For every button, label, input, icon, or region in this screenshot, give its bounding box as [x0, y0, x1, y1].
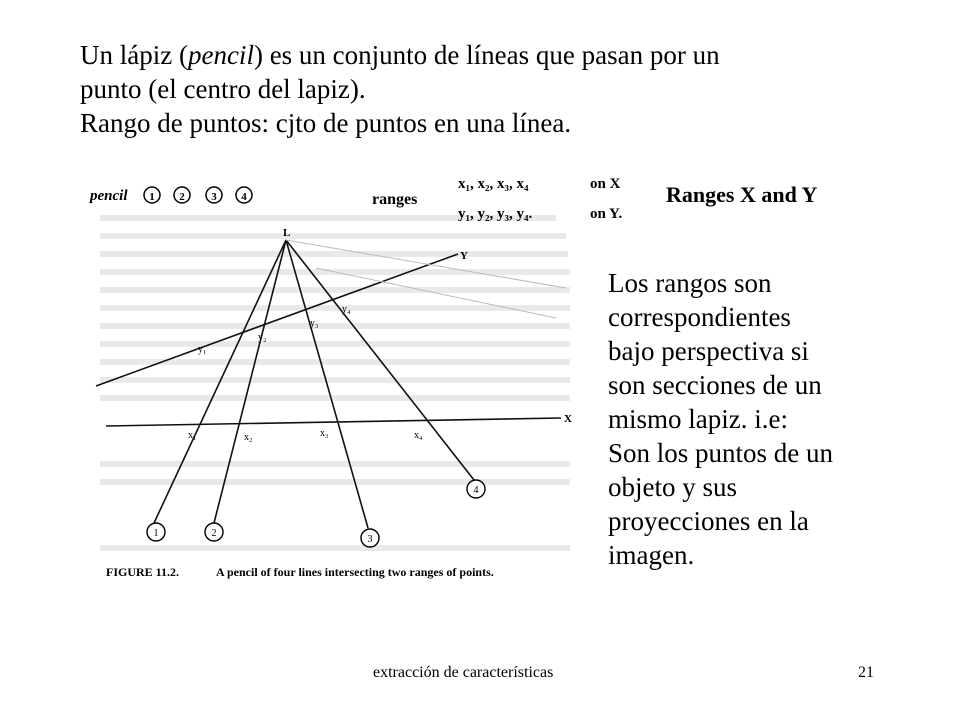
pencil-diagram: [86, 168, 646, 588]
scanned-figure: [86, 168, 646, 588]
circled-number-3-text: 3: [211, 191, 217, 203]
footer-title: extracción de características: [373, 664, 554, 681]
x-range-list: x₁, x₂, x₃, x₄: [458, 176, 529, 192]
y-range-list: y₁, y₂, y₃, y₄.: [458, 206, 533, 222]
side-line-8: proyecciones en la: [608, 506, 809, 536]
heading-italic-term: pencil: [187, 40, 254, 70]
side-line-9: imagen.: [608, 540, 695, 570]
ranges-xy-heading: Ranges X and Y: [666, 182, 818, 207]
on-x-label: on X: [590, 176, 621, 192]
x-point-3: x₃: [320, 428, 329, 439]
heading-line-3: Rango de puntos: cjto de puntos en una línea.: [80, 108, 572, 138]
page-number: 21: [858, 664, 874, 681]
heading-line-1: [80, 38, 880, 72]
y-point-2: y₂: [258, 332, 267, 343]
side-line-1: Los rangos son: [608, 268, 772, 298]
x-point-4: x₄: [414, 430, 423, 441]
heading-line-1-start: Un lápiz (: [80, 40, 188, 70]
side-line-6: Son los puntos de un: [608, 438, 834, 468]
slide-heading: [80, 38, 880, 140]
ranges-label: ranges: [372, 191, 418, 208]
x-point-2: x₂: [244, 432, 253, 443]
figure-caption-label: FIGURE 11.2.: [106, 565, 180, 579]
line-end-2-text: 2: [211, 528, 217, 539]
side-explanation: [608, 266, 908, 572]
heading-line-2: punto (el centro del lapiz).: [80, 74, 366, 104]
y-point-1: y₁: [198, 344, 207, 355]
axis-y-label: Y: [460, 250, 468, 262]
side-line-5: mismo lapiz. i.e:: [608, 404, 788, 434]
figure-caption-text: A pencil of four lines intersecting two ranges of points.: [216, 565, 494, 579]
side-line-2: correspondientes: [608, 302, 791, 332]
line-end-1-text: 1: [153, 528, 159, 539]
y-point-3: y₃: [310, 318, 319, 329]
point-l-label: L: [283, 227, 291, 239]
line-end-4-text: 4: [473, 485, 479, 496]
side-line-7: objeto y sus: [608, 472, 738, 502]
x-point-1: x₁: [188, 430, 197, 441]
line-end-3-text: 3: [367, 534, 373, 545]
circled-number-4-text: 4: [241, 191, 247, 203]
side-line-3: bajo perspectiva si: [608, 336, 809, 366]
pencil-label: pencil: [90, 188, 128, 204]
on-y-label: on Y.: [590, 206, 623, 222]
axis-x-label: X: [564, 413, 572, 425]
circled-number-1-text: 1: [149, 191, 155, 203]
circled-number-2-text: 2: [179, 191, 185, 203]
y-point-4: y₄: [342, 304, 351, 315]
heading-line-1-end: ) es un conjunto de líneas que pasan por un: [253, 40, 720, 70]
side-line-4: son secciones de un: [608, 370, 822, 400]
